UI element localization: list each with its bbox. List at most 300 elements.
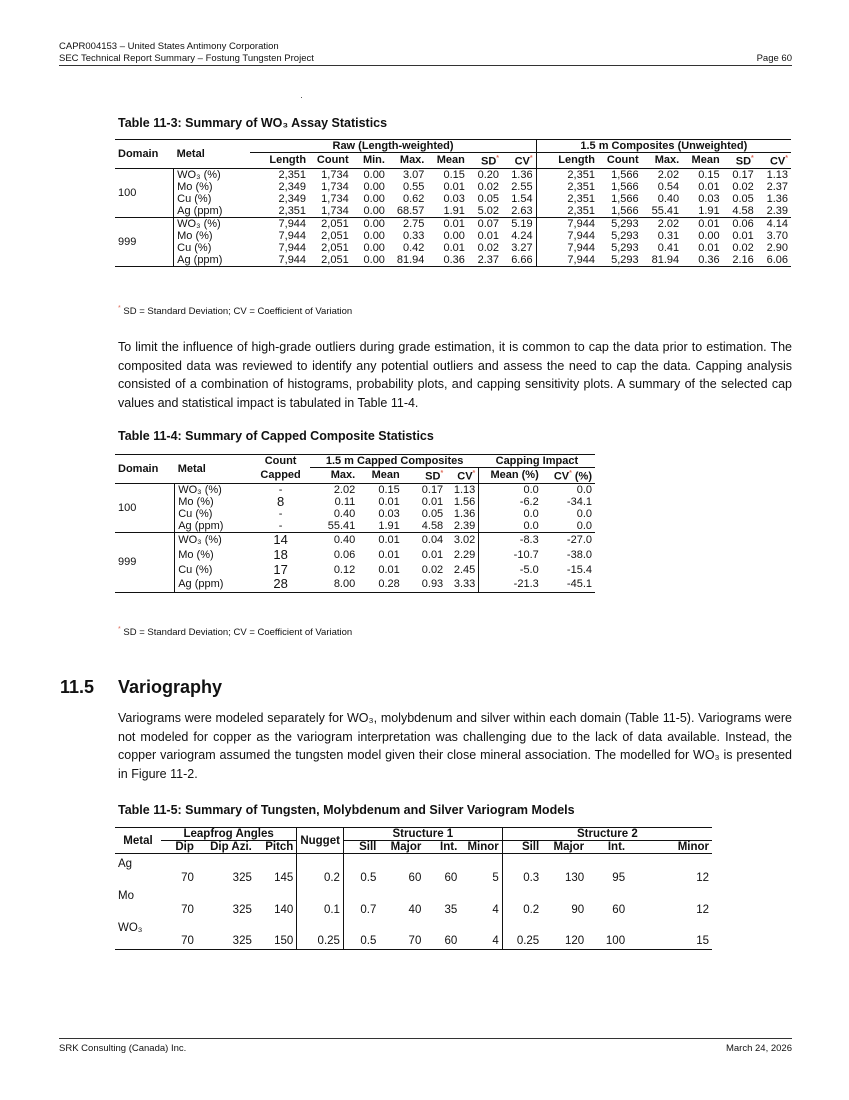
table-header-row <box>115 828 712 841</box>
col-cv-pct-suffix: (%) <box>571 470 592 483</box>
table-row <box>115 193 791 205</box>
col-cv <box>446 468 479 484</box>
metal-cell: Cu (%) <box>177 192 212 205</box>
value-cell: -8.3 <box>479 532 542 547</box>
table-11-4-note-text: SD = Standard Deviation; CV = Coefficient of Variation <box>123 627 353 639</box>
value-cell: 130 <box>564 871 585 884</box>
value-cell: 7,944 <box>278 241 307 254</box>
value-cell: 0.02 <box>477 241 499 254</box>
col-s1-minor: Minor <box>467 841 499 853</box>
value-cell: 7,944 <box>536 217 598 230</box>
col-s1-sill: Sill <box>343 841 379 854</box>
value-cell: 0.01 <box>443 217 465 230</box>
count-capped-cell: 17 <box>273 561 288 577</box>
value-cell: 3.02 <box>453 533 476 546</box>
value-cell: 1.36 <box>453 507 476 520</box>
value-cell: 0.0 <box>479 508 542 520</box>
group-capping-impact: Capping Impact <box>479 455 595 468</box>
group-structure-1: Structure 1 <box>343 828 502 841</box>
value-cell: 3.07 <box>402 168 425 181</box>
value-cell: 0.01 <box>378 563 400 576</box>
value-cell: 0.00 <box>363 253 385 266</box>
value-cell: 0.05 <box>477 192 499 205</box>
value-cell: 2,051 <box>321 217 349 230</box>
section-number: 11.5 <box>60 677 95 697</box>
value-cell: 2,351 <box>278 204 307 217</box>
value-cell: 2,051 <box>321 241 349 254</box>
value-cell: 0.01 <box>477 229 499 242</box>
col-metal: Metal <box>175 455 251 484</box>
value-cell: 0.06 <box>333 548 356 561</box>
value-cell: 0.00 <box>363 180 385 193</box>
table-row <box>115 547 595 562</box>
value-cell: 68.57 <box>396 204 425 217</box>
value-cell: 0.11 <box>334 495 356 508</box>
col-mean-pct: Mean (%) <box>479 468 542 484</box>
value-cell: 5.19 <box>511 217 533 230</box>
value-cell: 0.07 <box>477 217 499 230</box>
footnote-star: * <box>569 470 572 477</box>
section-heading <box>60 677 222 698</box>
col-s1-int: Int. <box>440 841 458 853</box>
value-cell: 1,734 <box>321 192 349 205</box>
value-cell: 0.0 <box>479 483 542 496</box>
value-cell: 0.41 <box>657 241 680 254</box>
table-header-row <box>115 140 791 153</box>
col-cv-label: CV <box>457 470 473 483</box>
value-cell: 0.01 <box>698 241 720 254</box>
table-11-5-body <box>115 854 712 950</box>
value-cell: 12 <box>696 871 709 884</box>
value-cell: 8.00 <box>333 578 356 591</box>
col-comp-count: Count <box>606 154 639 167</box>
value-cell: 2.39 <box>453 519 476 532</box>
col-cv <box>502 153 536 169</box>
value-cell: 0.03 <box>698 192 720 205</box>
value-cell: 4.58 <box>732 204 754 217</box>
col-cv-pct <box>542 468 595 484</box>
value-cell: 0.40 <box>657 192 680 205</box>
value-cell: 81.94 <box>396 253 425 266</box>
footer-date: March 24, 2026 <box>725 1043 792 1054</box>
value-cell: 4 <box>492 935 499 947</box>
value-cell: 0.00 <box>363 192 385 205</box>
value-cell: 1.13 <box>453 483 476 496</box>
value-cell: 70 <box>181 903 194 916</box>
table-row <box>115 168 791 181</box>
value-cell: 0.17 <box>732 168 754 181</box>
value-cell: 0.06 <box>732 217 754 230</box>
value-cell: 0.36 <box>698 253 720 266</box>
value-cell: 7,944 <box>536 242 598 254</box>
value-cell: 0.01 <box>698 217 720 230</box>
table-11-5 <box>115 827 712 950</box>
group-capped-composites: 1.5 m Capped Composites <box>310 455 478 468</box>
value-cell: 0.3 <box>502 854 542 886</box>
header-report-id: CAPR004153 – United States Antimony Corporation <box>59 41 279 52</box>
value-cell: 1,566 <box>611 180 639 193</box>
value-cell: 0.1 <box>297 886 344 918</box>
col-sd <box>403 468 446 484</box>
metal-cell: Cu (%) <box>177 241 212 254</box>
table-row <box>115 205 791 218</box>
value-cell: 55.41 <box>651 204 680 217</box>
footnote-star: * <box>785 155 788 162</box>
value-cell: 12 <box>696 903 709 916</box>
value-cell: 5,293 <box>611 241 639 254</box>
domain-cell: 999 <box>115 217 174 266</box>
value-cell: 0.25 <box>502 918 542 950</box>
value-cell: 0.20 <box>477 168 499 181</box>
value-cell: 90 <box>571 903 585 916</box>
table-11-3-note-text: SD = Standard Deviation; CV = Coefficient of Variation <box>123 306 353 318</box>
table-row <box>115 230 791 242</box>
value-cell: 4 <box>492 903 499 916</box>
value-cell: 3.27 <box>511 241 533 254</box>
metal-cell: Mo <box>118 889 134 902</box>
value-cell: 35 <box>444 903 458 916</box>
value-cell: 95 <box>612 871 626 884</box>
value-cell: 0.62 <box>402 192 425 205</box>
value-cell: 0.05 <box>732 192 754 205</box>
domain-cell: 100 <box>115 168 174 217</box>
metal-cell: Ag (ppm) <box>178 578 224 591</box>
value-cell: 1,566 <box>611 204 639 217</box>
col-domain: Domain <box>115 455 175 484</box>
value-cell: 7,944 <box>278 253 307 266</box>
table-11-3 <box>115 139 791 267</box>
metal-cell: Ag (ppm) <box>177 253 223 266</box>
col-comp-max: Max. <box>654 154 680 167</box>
value-cell: 0.05 <box>421 507 444 520</box>
value-cell: 1.91 <box>443 204 465 217</box>
domain-cell: 999 <box>115 532 175 592</box>
col-min: Min. <box>362 154 385 167</box>
value-cell: 0.0 <box>576 507 592 520</box>
value-cell: 3.70 <box>766 229 788 242</box>
col-mean: Mean <box>371 469 400 482</box>
page-header <box>59 41 792 66</box>
col-pitch: Pitch <box>265 841 294 853</box>
value-cell: 60 <box>612 903 626 916</box>
col-count-capped-top: Count <box>264 455 297 468</box>
group-structure-2: Structure 2 <box>502 828 712 841</box>
value-cell: 0.15 <box>443 168 465 181</box>
table-row <box>115 483 595 496</box>
table-row <box>115 496 595 508</box>
value-cell: 0.00 <box>363 217 385 230</box>
value-cell: 0.2 <box>502 886 542 918</box>
value-cell: 0.54 <box>657 180 680 193</box>
value-cell: 150 <box>274 935 294 947</box>
footnote-star: * <box>472 470 476 477</box>
value-cell: 0.00 <box>363 241 385 254</box>
metal-cell: Mo (%) <box>177 180 213 193</box>
value-cell: 1,566 <box>611 168 639 181</box>
col-comp-length: Length <box>536 153 598 169</box>
value-cell: 2.29 <box>453 548 476 561</box>
value-cell: 5,293 <box>611 253 639 266</box>
value-cell: 0.0 <box>576 519 592 532</box>
value-cell: 0.5 <box>343 918 379 950</box>
table-row <box>115 242 791 254</box>
value-cell: 2.75 <box>402 217 425 230</box>
value-cell: -27.0 <box>566 533 592 546</box>
value-cell: 5.02 <box>477 204 499 217</box>
col-mean: Mean <box>436 154 465 167</box>
value-cell: -34.1 <box>566 495 592 508</box>
value-cell: 60 <box>444 935 458 947</box>
col-count-capped-bottom: Capped <box>260 469 301 482</box>
table-row <box>115 886 712 918</box>
col-s2-major: Major <box>553 841 585 853</box>
value-cell: 2,351 <box>278 168 307 181</box>
value-cell: 1.56 <box>453 495 476 508</box>
metal-cell: Ag (ppm) <box>178 519 224 532</box>
value-cell: 0.0 <box>576 483 592 496</box>
value-cell: 0.03 <box>378 507 400 520</box>
value-cell: 81.94 <box>651 253 680 266</box>
value-cell: 0.01 <box>443 180 465 193</box>
table-header-row <box>115 455 595 468</box>
value-cell: 0.02 <box>732 180 754 193</box>
table-row <box>115 918 712 950</box>
value-cell: 0.7 <box>343 886 379 918</box>
value-cell: 0.00 <box>363 229 385 242</box>
value-cell: 0.25 <box>297 918 344 950</box>
value-cell: 7,944 <box>278 217 307 230</box>
value-cell: 0.42 <box>402 241 425 254</box>
table-11-4-caption: Table 11-4: Summary of Capped Composite Statistics <box>118 429 434 443</box>
table-11-4-body <box>115 483 595 592</box>
value-cell: 2,351 <box>536 168 598 181</box>
value-cell: 5,293 <box>611 217 639 230</box>
value-cell: 60 <box>444 871 458 884</box>
value-cell: 0.00 <box>363 168 385 181</box>
col-max: Max. <box>330 469 356 482</box>
value-cell: -15.4 <box>566 563 592 576</box>
value-cell: 7,944 <box>536 254 598 267</box>
count-capped-cell: 28 <box>273 576 288 592</box>
value-cell: 0.55 <box>402 180 425 193</box>
value-cell: 1.91 <box>378 519 400 532</box>
col-dip: Dip <box>175 841 194 853</box>
value-cell: 15 <box>696 935 709 947</box>
value-cell: 60 <box>408 871 422 884</box>
value-cell: 1.36 <box>766 192 788 205</box>
table-row <box>115 562 595 577</box>
value-cell: 120 <box>564 935 585 947</box>
value-cell: 55.41 <box>327 519 356 532</box>
col-count: Count <box>316 154 349 167</box>
section-title: Variography <box>118 677 223 697</box>
value-cell: 0.01 <box>378 533 400 546</box>
col-sd-label: SD <box>425 470 441 483</box>
table-11-3-body <box>115 168 791 266</box>
value-cell: 1,734 <box>321 204 349 217</box>
table-row <box>115 217 791 230</box>
value-cell: 7,944 <box>536 230 598 242</box>
value-cell: 0.33 <box>402 229 425 242</box>
col-comp-cv <box>757 153 791 169</box>
value-cell: 0.01 <box>698 180 720 193</box>
value-cell: 0.5 <box>343 854 379 886</box>
value-cell: -45.1 <box>566 578 592 591</box>
value-cell: 2.02 <box>657 217 680 230</box>
paragraph-variography: Variograms were modeled separately for WO₃, molybdenum and silver within each domain (Table 11-5). Variograms were not modeled for copper as the variogram interpretation was challenging due to the lack of data available. Instead, the copper variogram assumed the tungsten model given their close mineral association. The modelled for WO₃ is presented in Figure 11-2. <box>118 711 792 781</box>
value-cell: 4.24 <box>511 229 533 242</box>
value-cell: 0.01 <box>732 229 754 242</box>
metal-cell: Ag <box>118 858 133 870</box>
group-raw: Raw (Length-weighted) <box>250 140 536 153</box>
table-11-3-caption: Table 11-3: Summary of WO₃ Assay Statistics <box>118 116 388 130</box>
col-comp-cv-label: CV <box>769 155 786 168</box>
value-cell: 145 <box>274 871 294 884</box>
value-cell: 0.01 <box>378 548 400 561</box>
footnote-star: * <box>751 155 754 162</box>
col-domain: Domain <box>115 140 174 169</box>
count-capped-cell: - <box>278 519 283 532</box>
table-11-5-caption: Table 11-5: Summary of Tungsten, Molybdenum and Silver Variogram Models <box>118 803 575 817</box>
value-cell: 0.15 <box>378 483 400 496</box>
table-row <box>115 854 712 886</box>
value-cell: 0.17 <box>421 483 444 496</box>
value-cell: -21.3 <box>479 577 542 592</box>
col-metal: Metal <box>115 828 161 854</box>
col-cv-pct-label: CV <box>553 470 570 483</box>
value-cell: 0.40 <box>333 507 356 520</box>
metal-cell: WO₃ <box>118 921 143 934</box>
paragraph-capping: To limit the influence of high-grade outliers during grade estimation, it is common to cap the data prior to estimation. The composited data was reviewed to identify any potential outliers and assess the need to cap the data. Capping analysis consisted of a combination of histograms, probability plots, and capping sensitivity plots. A summary of the selected cap values and statistical impact is tabulated in Table 11-4. <box>118 340 792 410</box>
value-cell: 0.02 <box>732 241 754 254</box>
value-cell: 0.00 <box>698 229 720 242</box>
header-report-title: SEC Technical Report Summary – Fostung Tungsten Project <box>59 52 314 64</box>
stray-dot <box>301 97 302 98</box>
col-length: Length <box>269 154 307 167</box>
value-cell: 0.40 <box>333 533 356 546</box>
page-number: Page 60 <box>756 52 792 64</box>
table-row <box>115 181 791 193</box>
footnote-star: * <box>118 305 121 312</box>
value-cell: 0.28 <box>378 578 400 591</box>
value-cell: 5,293 <box>611 229 639 242</box>
value-cell: 1.54 <box>511 192 533 205</box>
footnote-star: * <box>440 470 444 477</box>
value-cell: 4.58 <box>421 519 444 532</box>
col-comp-sd-label: SD <box>735 155 752 168</box>
value-cell: -10.7 <box>479 547 542 562</box>
value-cell: 2.02 <box>333 483 356 496</box>
value-cell: 0.02 <box>477 180 499 193</box>
metal-cell: Cu (%) <box>178 563 213 576</box>
count-capped-cell: - <box>278 507 283 520</box>
value-cell: 325 <box>232 903 252 916</box>
value-cell: 70 <box>181 871 194 884</box>
col-s1-major: Major <box>390 841 422 853</box>
value-cell: 0.01 <box>421 548 444 561</box>
table-subheader-row <box>115 841 712 854</box>
col-metal: Metal <box>174 140 251 169</box>
table-row <box>115 520 595 533</box>
value-cell: 70 <box>181 935 194 947</box>
col-comp-mean: Mean <box>691 154 720 167</box>
value-cell: 0.00 <box>443 229 465 242</box>
value-cell: 1,566 <box>611 192 639 205</box>
value-cell: 2,351 <box>536 205 598 218</box>
value-cell: 2,051 <box>321 229 349 242</box>
footnote-star: * <box>496 155 499 162</box>
footnote-star: * <box>529 155 533 162</box>
col-nugget: Nugget <box>297 828 344 854</box>
metal-cell: WO₃ (%) <box>177 217 221 230</box>
value-cell: 325 <box>232 935 252 947</box>
value-cell: 0.01 <box>421 495 444 508</box>
count-capped-cell: 14 <box>273 531 288 547</box>
col-sd <box>468 153 502 169</box>
table-row <box>115 577 595 592</box>
value-cell: 0.12 <box>333 563 356 576</box>
table-row <box>115 254 791 267</box>
metal-cell: Ag (ppm) <box>177 204 223 217</box>
value-cell: 0.01 <box>443 241 465 254</box>
metal-cell: WO₃ (%) <box>178 483 222 496</box>
value-cell: 2.16 <box>732 253 754 266</box>
value-cell: 2.37 <box>766 180 788 193</box>
value-cell: 2,351 <box>536 181 598 193</box>
value-cell: 4.14 <box>766 217 788 230</box>
value-cell: 100 <box>605 935 626 947</box>
value-cell: 1.36 <box>511 168 533 181</box>
value-cell: 5 <box>492 871 499 884</box>
value-cell: 0.93 <box>421 578 444 591</box>
value-cell: 2.39 <box>766 204 788 217</box>
table-row <box>115 508 595 520</box>
count-capped-cell: 8 <box>276 493 285 509</box>
value-cell: 1.13 <box>766 168 788 181</box>
value-cell: 1,734 <box>321 180 349 193</box>
value-cell: 6.06 <box>766 253 788 266</box>
value-cell: -38.0 <box>566 548 592 561</box>
value-cell: 0.31 <box>657 229 680 242</box>
value-cell: 0.01 <box>378 495 400 508</box>
col-s2-sill: Sill <box>502 841 542 854</box>
col-dip-azi: Dip Azi. <box>210 841 252 853</box>
metal-cell: Mo (%) <box>178 548 214 561</box>
domain-cell: 100 <box>115 483 175 532</box>
value-cell: 0.36 <box>443 253 465 266</box>
value-cell: 325 <box>232 871 252 884</box>
page-footer <box>59 1038 792 1054</box>
value-cell: 1.91 <box>698 204 720 217</box>
value-cell: 0.02 <box>421 563 444 576</box>
col-s2-int: Int. <box>607 841 626 853</box>
value-cell: 3.33 <box>453 578 476 591</box>
footnote-star: * <box>118 626 121 633</box>
metal-cell: Cu (%) <box>178 507 213 520</box>
metal-cell: WO₃ (%) <box>177 168 221 181</box>
value-cell: 40 <box>408 903 422 916</box>
col-comp-sd <box>723 153 757 169</box>
value-cell: 0.0 <box>479 520 542 533</box>
table-11-4 <box>115 454 595 593</box>
value-cell: 2,349 <box>278 180 307 193</box>
value-cell: 70 <box>408 935 422 947</box>
value-cell: 1,734 <box>321 168 349 181</box>
metal-cell: Mo (%) <box>178 495 214 508</box>
value-cell: 2.90 <box>766 241 788 254</box>
footer-company: SRK Consulting (Canada) Inc. <box>59 1043 187 1054</box>
value-cell: -6.2 <box>479 496 542 508</box>
